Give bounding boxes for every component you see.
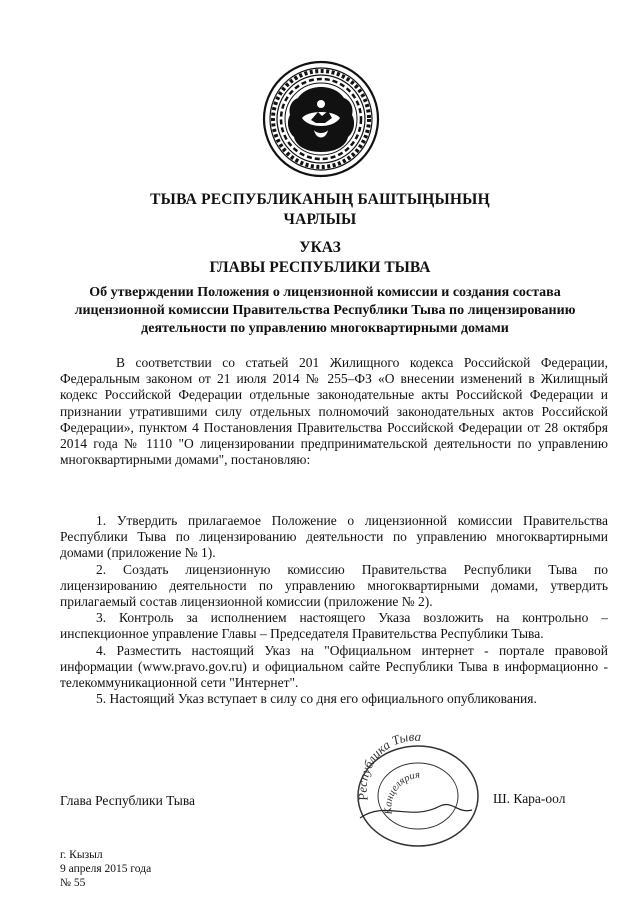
svg-text:Канцелярия [383, 770, 421, 816]
signatory-position: Глава Республики Тыва [60, 793, 196, 808]
decree-label: УКАЗ [299, 239, 341, 256]
header-line-2: ЧАРЛЫЫ [283, 211, 357, 228]
decree-item: 2. Создать лицензионную комиссию Правительства Республики Тыва по лицензированию деятельности по управлению многоквартирными домами, утвердить прилагаемый состав лицензионной комиссии (приложение № 2). [60, 561, 608, 610]
decree-items [60, 513, 608, 707]
preamble-paragraph: В соответствии со статьей 201 Жилищного кодекса Российской Федерации, Федеральным законом от 21 июля 2014 № 255–ФЗ «О внесении изменений в Жилищный кодекс Российской Федерации отдельные законодательные акты Российской Федерации и признании утратившими силу отдельных полномочий законодательных актов Российской Федерации», пунктом 4 Постановления Правительства Российской Федерации от 28 октября 2014 года № 1110 "О лицензировании предпринимательской деятельности по управлению многоквартирными домами", постановляю: [60, 355, 608, 468]
decree-subject: Об утверждении Положения о лицензионной комиссии и создания состава лицензионной комиссии Правительства Республики Тыва по лицензированию деятельности по управлению многоквартирными домами [74, 285, 576, 336]
decree-title [0, 238, 640, 278]
issue-date: 9 апреля 2015 года [60, 863, 152, 875]
header-line-1: ТЫВА РЕСПУБЛИКАНЫҢ БАШТЫҢЫНЫҢ [150, 191, 490, 208]
decree-issuer: ГЛАВЫ РЕСПУБЛИКИ ТЫВА [209, 259, 431, 276]
decree-item: 4. Разместить настоящий Указ на "Официальном интернет - портале правовой информации (www.pravo.gov.ru) и официальном сайте Республики Тыва в информационно - телекоммуникационной сети "Интернет". [60, 642, 608, 691]
header-title-tuvan [0, 190, 640, 230]
decree-item: 1. Утвердить прилагаемое Положение о лицензионной комиссии Правительства Республики Тыва по лицензированию деятельности по управлению многоквартирными домами (приложение № 1). [60, 513, 608, 561]
signatory-name: Ш. Кара-оол [493, 791, 566, 806]
place-of-issue: г. Кызыл [60, 849, 103, 861]
coat-of-arms-emblem [262, 60, 380, 178]
stamp-text-inner: Канцелярия [383, 769, 421, 815]
decree-number: № 55 [60, 877, 86, 889]
decree-item: 5. Настоящий Указ вступает в силу со дня его официального опубликования. [96, 691, 537, 707]
official-stamp [340, 730, 490, 848]
stamp-text-outer: Республика Тыва [354, 730, 422, 802]
decree-item: 3. Контроль за исполнением настоящего Указа возложить на контрольно – инспекционное управление Главы – Председателя Правительства Республики Тыва. [60, 610, 608, 642]
